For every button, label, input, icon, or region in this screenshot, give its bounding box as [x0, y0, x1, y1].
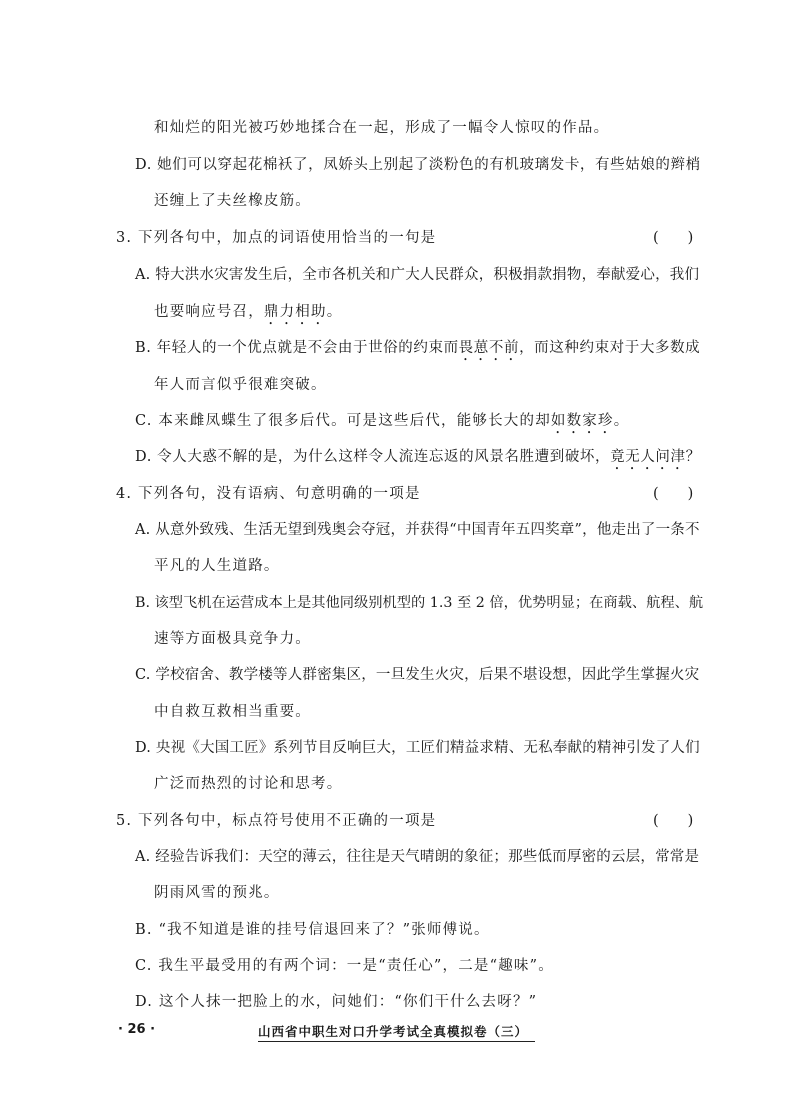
q4-option-c-cont: 中自救互救相当重要。 [154, 704, 311, 720]
q5-option-d: D. 这个人抹一把脸上的水，问她们：“你们干什么去呀？” [135, 994, 538, 1010]
text: ，而这种约束对于大多数成 [519, 340, 701, 356]
q5-answer-paren: ( ) [653, 813, 694, 829]
q4-stem: 4. 下列各句，没有语病、句意明确的一项是 [116, 486, 421, 502]
page-number: · 26 · [118, 1022, 156, 1037]
text: 也要响应号召， [154, 304, 264, 320]
emphasized-phrase: 畏葸不前 [458, 340, 520, 356]
q2-option-d: D. 她们可以穿起花棉袄了，凤娇头上别起了淡粉色的有机玻璃发卡，有些姑娘的辫梢 [135, 157, 701, 173]
q3-answer-paren: ( ) [653, 230, 694, 246]
text: 。 [613, 413, 630, 429]
q4-option-d-cont: 广泛而热烈的讨论和思考。 [154, 776, 343, 792]
emphasized-phrase: 竟无人问津 [610, 449, 686, 465]
q4-option-a-cont: 平凡的人生道路。 [154, 558, 280, 574]
text-line: 和灿烂的阳光被巧妙地揉合在一起，形成了一幅令人惊叹的作品。 [154, 120, 610, 136]
q3-option-b [135, 338, 700, 364]
emphasized-phrase: 鼎力相助 [263, 304, 327, 320]
q3-option-a: A. 特大洪水灾害发生后，全市各机关和广大人民群众，积极捐款捐物，奉献爱心，我们 [135, 267, 700, 283]
q4-option-c: C. 学校宿舍、教学楼等人群密集区，一旦发生火灾，后果不堪设想，因此学生掌握火灾 [135, 667, 700, 683]
q5-option-a-cont: 阴雨风雪的预兆。 [154, 885, 280, 901]
footer-title: 山西省中职生对口升学考试全真模拟卷（三） [258, 1024, 529, 1039]
text: C. 本来雌凤蝶生了很多后代。可是这些后代，能够长大的却 [135, 413, 551, 429]
q4-option-b-cont: 速等方面极具竞争力。 [154, 631, 311, 647]
q5-option-b: B. “我不知道是谁的挂号信退回来了？”张师傅说。 [135, 922, 490, 938]
q4-option-b: B. 该型飞机在运营成本上是其他同级别机型的 1.3 至 2 倍，优势明显；在商载、航程、航 [135, 595, 704, 611]
text: B. 年轻人的一个优点就是不会由于世俗的约束而 [135, 340, 459, 356]
q3-option-a-cont [154, 302, 342, 328]
text: ？ [685, 449, 701, 465]
q5-stem: 5. 下列各句中，标点符号使用不正确的一项是 [116, 813, 437, 829]
q3-option-c [135, 411, 629, 437]
text: 。 [326, 304, 343, 320]
q3-stem: 3. 下列各句中，加点的词语使用恰当的一句是 [116, 230, 437, 246]
q3-option-d [135, 447, 701, 473]
q3-option-b-cont: 年人而言似乎很难突破。 [154, 377, 327, 393]
q2-option-d-cont: 还缠上了夫丝橡皮筋。 [154, 193, 311, 209]
footer-underline [258, 1041, 535, 1042]
q4-option-a: A. 从意外致残、生活无望到残奥会夺冠，并获得“中国青年五四奖章”，他走出了一条不 [135, 522, 700, 538]
q4-answer-paren: ( ) [653, 486, 694, 502]
emphasized-phrase: 如数家珍 [550, 413, 614, 429]
q5-option-c: C. 我生平最受用的有两个词：一是“责任心”，二是“趣味”。 [135, 958, 554, 974]
q4-option-d: D. 央视《大国工匠》系列节目反响巨大，工匠们精益求精、无私奉献的精神引发了人们 [135, 740, 700, 756]
text: D. 令人大惑不解的是，为什么这样令人流连忘返的风景名胜遭到破坏， [135, 449, 611, 465]
q5-option-a: A. 经验告诉我们：天空的薄云，往往是天气晴朗的象征；那些低而厚密的云层，常常是 [135, 849, 700, 865]
